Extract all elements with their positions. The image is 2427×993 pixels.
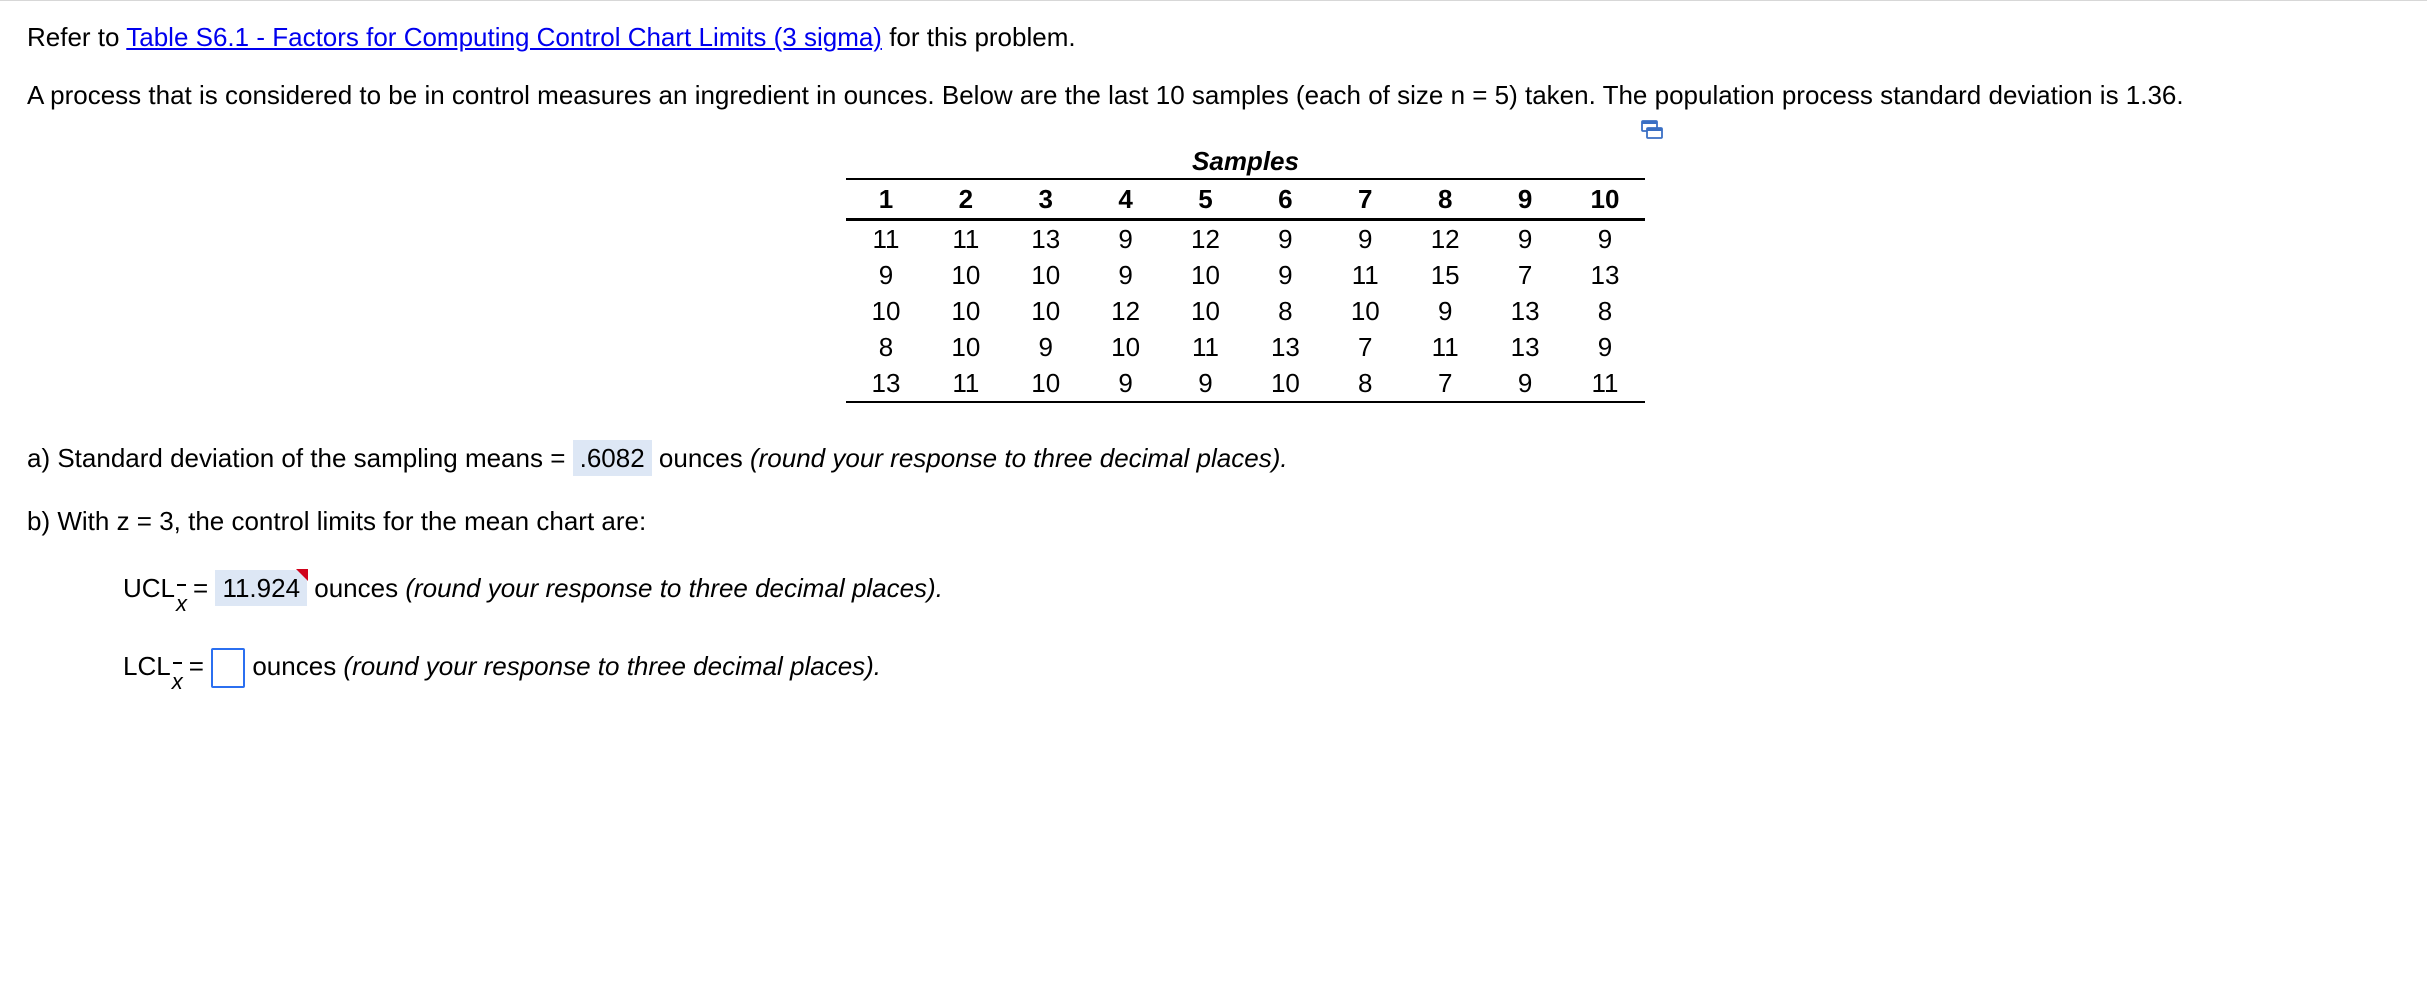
lcl-label: LCL [123,650,171,681]
table-cell: 9 [1278,223,1293,254]
table-cell: 13 [1270,331,1300,362]
table-cell: 11 [926,365,1006,402]
part-a-unit: ounces [651,443,750,473]
table-cell: 15 [1430,259,1460,290]
table-cell: 8 [1597,295,1613,326]
table-cell: 10 [1191,259,1220,290]
table-row [846,220,1645,258]
table-cell: 9 [1086,365,1166,402]
sample-header: 3 [1006,179,1086,220]
ucl-unit: ounces [307,573,406,603]
lcl-input[interactable] [211,648,245,688]
table-cell: 10 [1006,365,1086,402]
table-cell: 8 [1325,365,1405,402]
samples-table [846,144,1645,403]
table-cell: 9 [1517,223,1533,254]
table-cell: 9 [1166,365,1246,402]
xbar-subscript: x [176,588,187,620]
sample-header: 5 [1166,179,1246,220]
table-cell: 7 [1358,331,1373,362]
table-cell: 10 [1031,295,1061,326]
table-cell: 9 [878,259,894,290]
table-cell: 11 [1565,365,1645,402]
table-cell: 9 [1038,331,1053,362]
table-cell: 10 [1111,331,1141,362]
table-cell: 8 [1278,295,1293,326]
table-cell: 13 [1510,331,1540,362]
table-cell: 10 [1245,365,1325,402]
ucl-answer[interactable] [215,570,307,606]
table-cell: 11 [1351,259,1379,290]
samples-caption: Samples [1192,146,1299,176]
table-cell: 9 [1437,295,1453,326]
table-cell: 7 [1405,365,1485,402]
table-cell: 9 [1358,223,1373,254]
table-cell: 9 [1278,259,1293,290]
table-cell: 9 [1118,259,1133,290]
refer-line [27,21,1076,53]
table-cell: 11 [1431,331,1459,362]
table-row [846,329,1645,365]
samples-header-row [846,179,1645,220]
sample-header: 6 [1245,179,1325,220]
std-dev-answer[interactable]: .6082 [573,440,652,476]
table-cell: 13 [1590,259,1620,290]
sample-header: 7 [1325,179,1405,220]
table-cell: 13 [846,365,926,402]
xbar-subscript: x [172,666,183,698]
table-cell: 9 [1485,365,1565,402]
table-cell: 11 [1192,331,1219,362]
incorrect-flag-icon [296,569,308,581]
sample-header: 10 [1565,179,1645,220]
table-cell: 10 [951,331,981,362]
part-a-note: (round your response to three decimal places). [749,443,1288,473]
table-cell: 13 [1510,295,1540,326]
table-cell: 9 [1118,223,1133,254]
table-cell: 13 [1031,223,1061,254]
lcl-note: (round your response to three decimal places). [343,650,882,681]
sample-header: 2 [926,179,1006,220]
table-cell: 12 [1191,223,1220,254]
lcl-unit: ounces [245,650,344,681]
table-cell: 8 [878,331,894,362]
table-cell: 10 [1350,295,1380,326]
expand-table-icon[interactable] [1640,118,1664,142]
table-s6-1-link[interactable]: Table S6.1 - Factors for Computing Control Chart Limits (3 sigma) [126,22,882,52]
ucl-equals: = [193,573,209,603]
lcl-line [123,648,882,694]
samples-body [846,220,1645,403]
ucl-note: (round your response to three decimal places). [405,573,943,603]
table-cell: 10 [1191,295,1220,326]
table-cell: 9 [1597,331,1613,362]
table-cell: 10 [1031,259,1061,290]
top-divider [0,0,2427,1]
table-row [846,257,1645,293]
lcl-equals: = [188,650,204,681]
table-cell: 9 [1597,223,1613,254]
problem-description: A process that is considered to be in control measures an ingredient in ounces. Below are the last 10 samples (each of size n = 5) taken. The population process standard deviation is 1.36. [27,80,2184,110]
sample-header: 1 [846,179,926,220]
table-cell: 7 [1517,259,1533,290]
table-cell: 12 [1111,295,1141,326]
table-cell: 10 [871,295,901,326]
part-a-prefix: a) Standard deviation of the sampling means = [27,443,573,473]
ucl-answer-value: 11.924 [222,573,301,603]
table-row [846,293,1645,329]
table-cell: 10 [951,259,981,290]
refer-suffix: for this problem. [881,22,1076,52]
sample-header: 8 [1405,179,1485,220]
part-a-line [27,440,1288,476]
ucl-label: UCL [123,573,176,603]
refer-prefix: Refer to [27,22,127,52]
table-cell: 12 [1430,223,1460,254]
sample-header: 4 [1086,179,1166,220]
part-b-prompt: b) With z = 3, the control limits for the mean chart are: [27,506,647,536]
table-cell: 11 [952,223,980,254]
sample-header: 9 [1485,179,1565,220]
ucl-line [123,570,943,616]
table-cell: 10 [951,295,981,326]
table-cell: 11 [872,223,900,254]
table-row [846,365,1645,402]
